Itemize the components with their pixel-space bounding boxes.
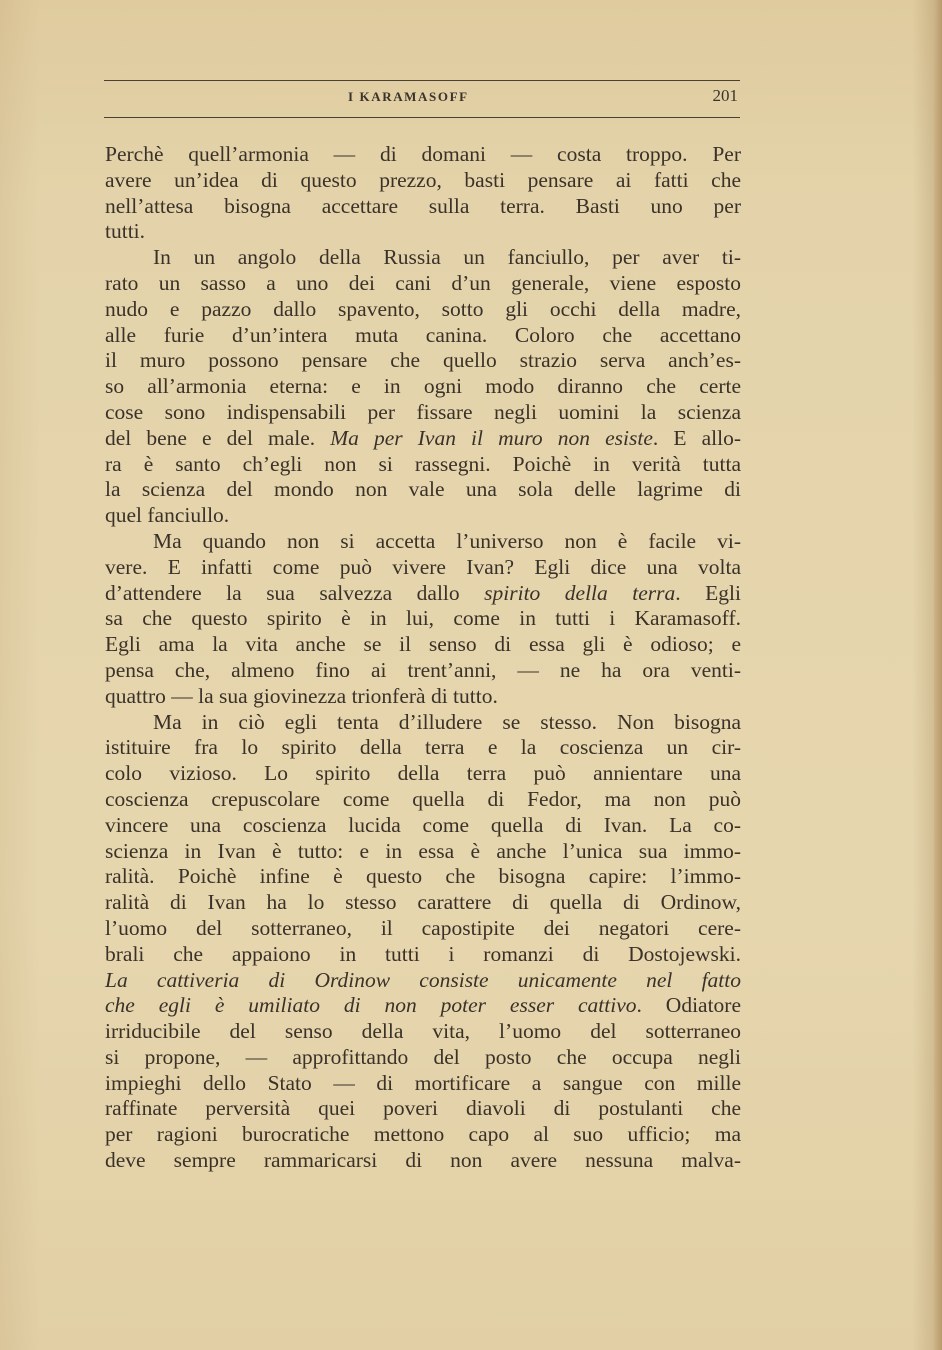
- running-title: I KARAMASOFF: [348, 89, 469, 104]
- text-segment: . Odiatore: [636, 993, 742, 1018]
- text-line: [105, 993, 741, 1019]
- italic-emphasis: Ma per Ivan il muro non esiste: [330, 425, 653, 450]
- text-line: colo vizioso. Lo spirito della terra può annientare una: [105, 761, 741, 786]
- header-rule-bottom: [104, 117, 740, 118]
- text-line: l’uomo del sotterraneo, il capostipite dei negatori cere-: [105, 915, 741, 940]
- text-line: Egli ama la vita anche se il senso di essa gli è odioso; e: [105, 632, 741, 657]
- italic-emphasis: spirito della terra: [484, 580, 676, 605]
- text-line: ra è santo ch’egli non si rassegni. Poichè in verità tutta: [105, 451, 741, 476]
- running-head: [104, 88, 740, 108]
- text-line: irriducibile del senso della vita, l’uomo del sotterraneo: [105, 1019, 741, 1044]
- text-line: scienza in Ivan è tutto: e in essa è anche l’unica sua immo-: [105, 838, 741, 863]
- text-line: pensa che, almeno fino ai trent’anni, — ne ha ora venti-: [105, 657, 741, 682]
- text-line: nudo e pazzo dallo spavento, sotto gli occhi della madre,: [105, 296, 741, 321]
- text-line: [105, 581, 741, 607]
- text-line: raffinate perversità quei poveri diavoli di postulanti che: [105, 1096, 741, 1121]
- text-segment: d’attendere la sua salvezza dallo: [105, 580, 485, 605]
- text-line: impieghi dello Stato — di mortificare a sangue con mille: [105, 1070, 741, 1095]
- text-line: brali che appaiono in tutti i romanzi di Dostojewski.: [105, 941, 741, 966]
- text-line: [105, 426, 741, 452]
- text-line: deve sempre rammaricarsi di non avere nessuna malva-: [105, 1148, 741, 1173]
- text-line: nell’attesa bisogna accettare sulla terra. Basti uno per: [105, 193, 741, 218]
- text-line: so all’armonia eterna: e in ogni modo diranno che certe: [105, 374, 741, 399]
- italic-emphasis: La cattiveria di Ordinow consiste unicamente nel fatto: [105, 967, 741, 992]
- text-segment: . E allo-: [652, 425, 741, 450]
- text-line: la scienza del mondo non vale una sola delle lagrime di: [105, 477, 741, 502]
- text-line: Ma quando non si accetta l’universo non è facile vi-: [153, 528, 741, 553]
- text-line: per ragioni burocratiche mettono capo al suo ufficio; ma: [105, 1122, 741, 1147]
- body-text: [105, 142, 741, 1174]
- text-line: si propone, — approfittando del posto che occupa negli: [105, 1044, 741, 1069]
- page-edge-shadow: [934, 0, 942, 1350]
- text-line: vere. E infatti come può vivere Ivan? Egli dice una volta: [105, 554, 741, 579]
- text-line: istituire fra lo spirito della terra e la coscienza un cir-: [105, 735, 741, 760]
- text-line: alle furie d’un’intera muta canina. Coloro che accettano: [105, 322, 741, 347]
- text-line: rato un sasso a uno dei cani d’un generale, viene esposto: [105, 270, 741, 295]
- text-line: Ma in ciò egli tenta d’illudere se stesso. Non bisogna: [153, 709, 741, 734]
- text-segment: . Egli: [675, 580, 741, 605]
- text-line: ralità. Poichè infine è questo che bisogna capire: l’immo-: [105, 864, 741, 889]
- text-line: quattro — la sua giovinezza trionferà di tutto.: [105, 683, 498, 708]
- text-line: coscienza crepuscolare come quella di Fedor, ma non può: [105, 786, 741, 811]
- text-line: il muro possono pensare che quello strazio serva anch’es-: [105, 348, 741, 373]
- header-rule-top: [104, 80, 740, 81]
- text-line: Perchè quell’armonia — di domani — costa troppo. Per: [105, 142, 741, 166]
- text-segment: del bene e del male.: [105, 425, 331, 450]
- text-line: vincere una coscienza lucida come quella di Ivan. La co-: [105, 812, 741, 837]
- text-line: quel fanciullo.: [105, 503, 230, 528]
- italic-emphasis: che egli è umiliato di non poter esser cattivo: [105, 993, 637, 1018]
- text-line: sa che questo spirito è in lui, come in tutti i Karamasoff.: [105, 606, 741, 631]
- page-number: 201: [712, 86, 738, 105]
- text-line: cose sono indispensabili per fissare negli uomini la scienza: [105, 399, 741, 424]
- text-line: ralità di Ivan ha lo stesso carattere di quella di Ordinow,: [105, 890, 741, 915]
- text-line: tutti.: [105, 219, 146, 244]
- text-line: [105, 968, 741, 994]
- text-line: avere un’idea di questo prezzo, basti pensare ai fatti che: [105, 167, 741, 192]
- text-line: In un angolo della Russia un fanciullo, per aver ti-: [153, 245, 741, 270]
